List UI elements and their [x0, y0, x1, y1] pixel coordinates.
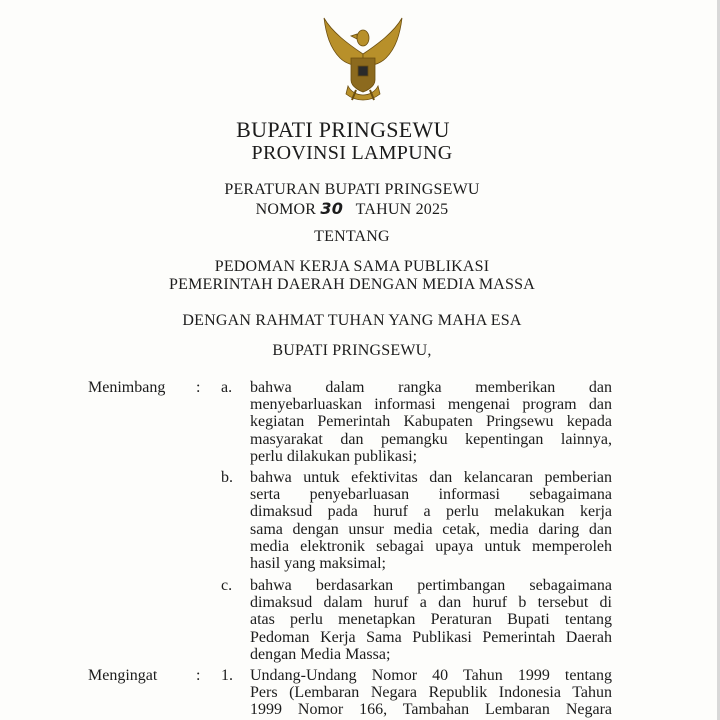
text-line: 1999 Nomor 166, Tambahan Lembaran Negara: [250, 701, 612, 719]
subject-line-2: PEMERINTAH DAERAH DENGAN MEDIA MASSA: [169, 276, 535, 293]
regulation-heading: PERATURAN BUPATI PRINGSEWU: [224, 181, 480, 198]
text-line: Pers (Lembaran Negara Republik Indonesia Tahun: [250, 684, 612, 702]
item-marker: a.: [221, 379, 233, 396]
text-line: hasil yang maksimal;: [250, 555, 386, 573]
province-title: PROVINSI LAMPUNG: [251, 142, 453, 164]
text-line: dimaksud pada huruf a perlu melakukan kerja: [250, 503, 612, 521]
text-line: masyarakat dan pemangku kepentingan lainnya,: [250, 430, 612, 448]
item-text: [250, 667, 612, 719]
text-line: bahwa untuk efektivitas dan kelancaran pemberian: [250, 469, 612, 486]
text-line: perlu dilakukan publikasi;: [250, 447, 418, 465]
regulation-number-value: 30: [320, 199, 344, 218]
text-line: Pedoman Kerja Sama Publikasi Pemerintah Daerah: [250, 628, 612, 646]
text-line: Undang-Undang Nomor 40 Tahun 1999 tentang: [250, 667, 612, 684]
issuer-title: BUPATI PRINGSEWU: [236, 117, 450, 142]
number-label: NOMOR: [255, 201, 317, 218]
colon: :: [196, 667, 201, 684]
text-line: menyebarluaskan informasi mengenai program dan: [250, 396, 612, 414]
year-label: TAHUN 2025: [355, 201, 449, 218]
garuda-emblem-icon: [318, 14, 408, 104]
item-text: [250, 577, 612, 663]
about-heading: TENTANG: [314, 228, 390, 245]
item-text: [250, 379, 612, 465]
item-marker: b.: [221, 469, 233, 486]
blessing-line: DENGAN RAHMAT TUHAN YANG MAHA ESA: [182, 312, 522, 329]
text-line: kegiatan Pemerintah Kabupaten Pringsewu kepada: [250, 413, 612, 431]
subject-line-1: PEDOMAN KERJA SAMA PUBLIKASI: [214, 258, 490, 275]
text-line: dengan Media Massa;: [250, 645, 391, 663]
text-line: serta penyebarluasan informasi sebagaimana: [250, 486, 612, 504]
text-line: sama dengan unsur media cetak, media daring dan: [250, 520, 612, 538]
text-line: bahwa dalam rangka memberikan dan: [250, 379, 612, 396]
item-marker: c.: [221, 577, 233, 594]
colon: :: [196, 379, 201, 396]
item-marker: 1.: [221, 667, 233, 684]
menimbang-label: Menimbang: [88, 379, 166, 396]
regulation-number: [0, 199, 712, 219]
item-text: [250, 469, 612, 572]
issuer-line: BUPATI PRINGSEWU,: [272, 342, 432, 359]
mengingat-label: Mengingat: [88, 667, 158, 684]
text-line: bahwa berdasarkan pertimbangan sebagaimana: [250, 577, 612, 594]
text-line: media elektronik sebagai upaya untuk memperoleh: [250, 537, 612, 555]
text-line: atas perlu menetapkan Peraturan Bupati tentang: [250, 611, 612, 629]
text-line: dimaksud dalam huruf a dan huruf b tersebut di: [250, 594, 612, 612]
